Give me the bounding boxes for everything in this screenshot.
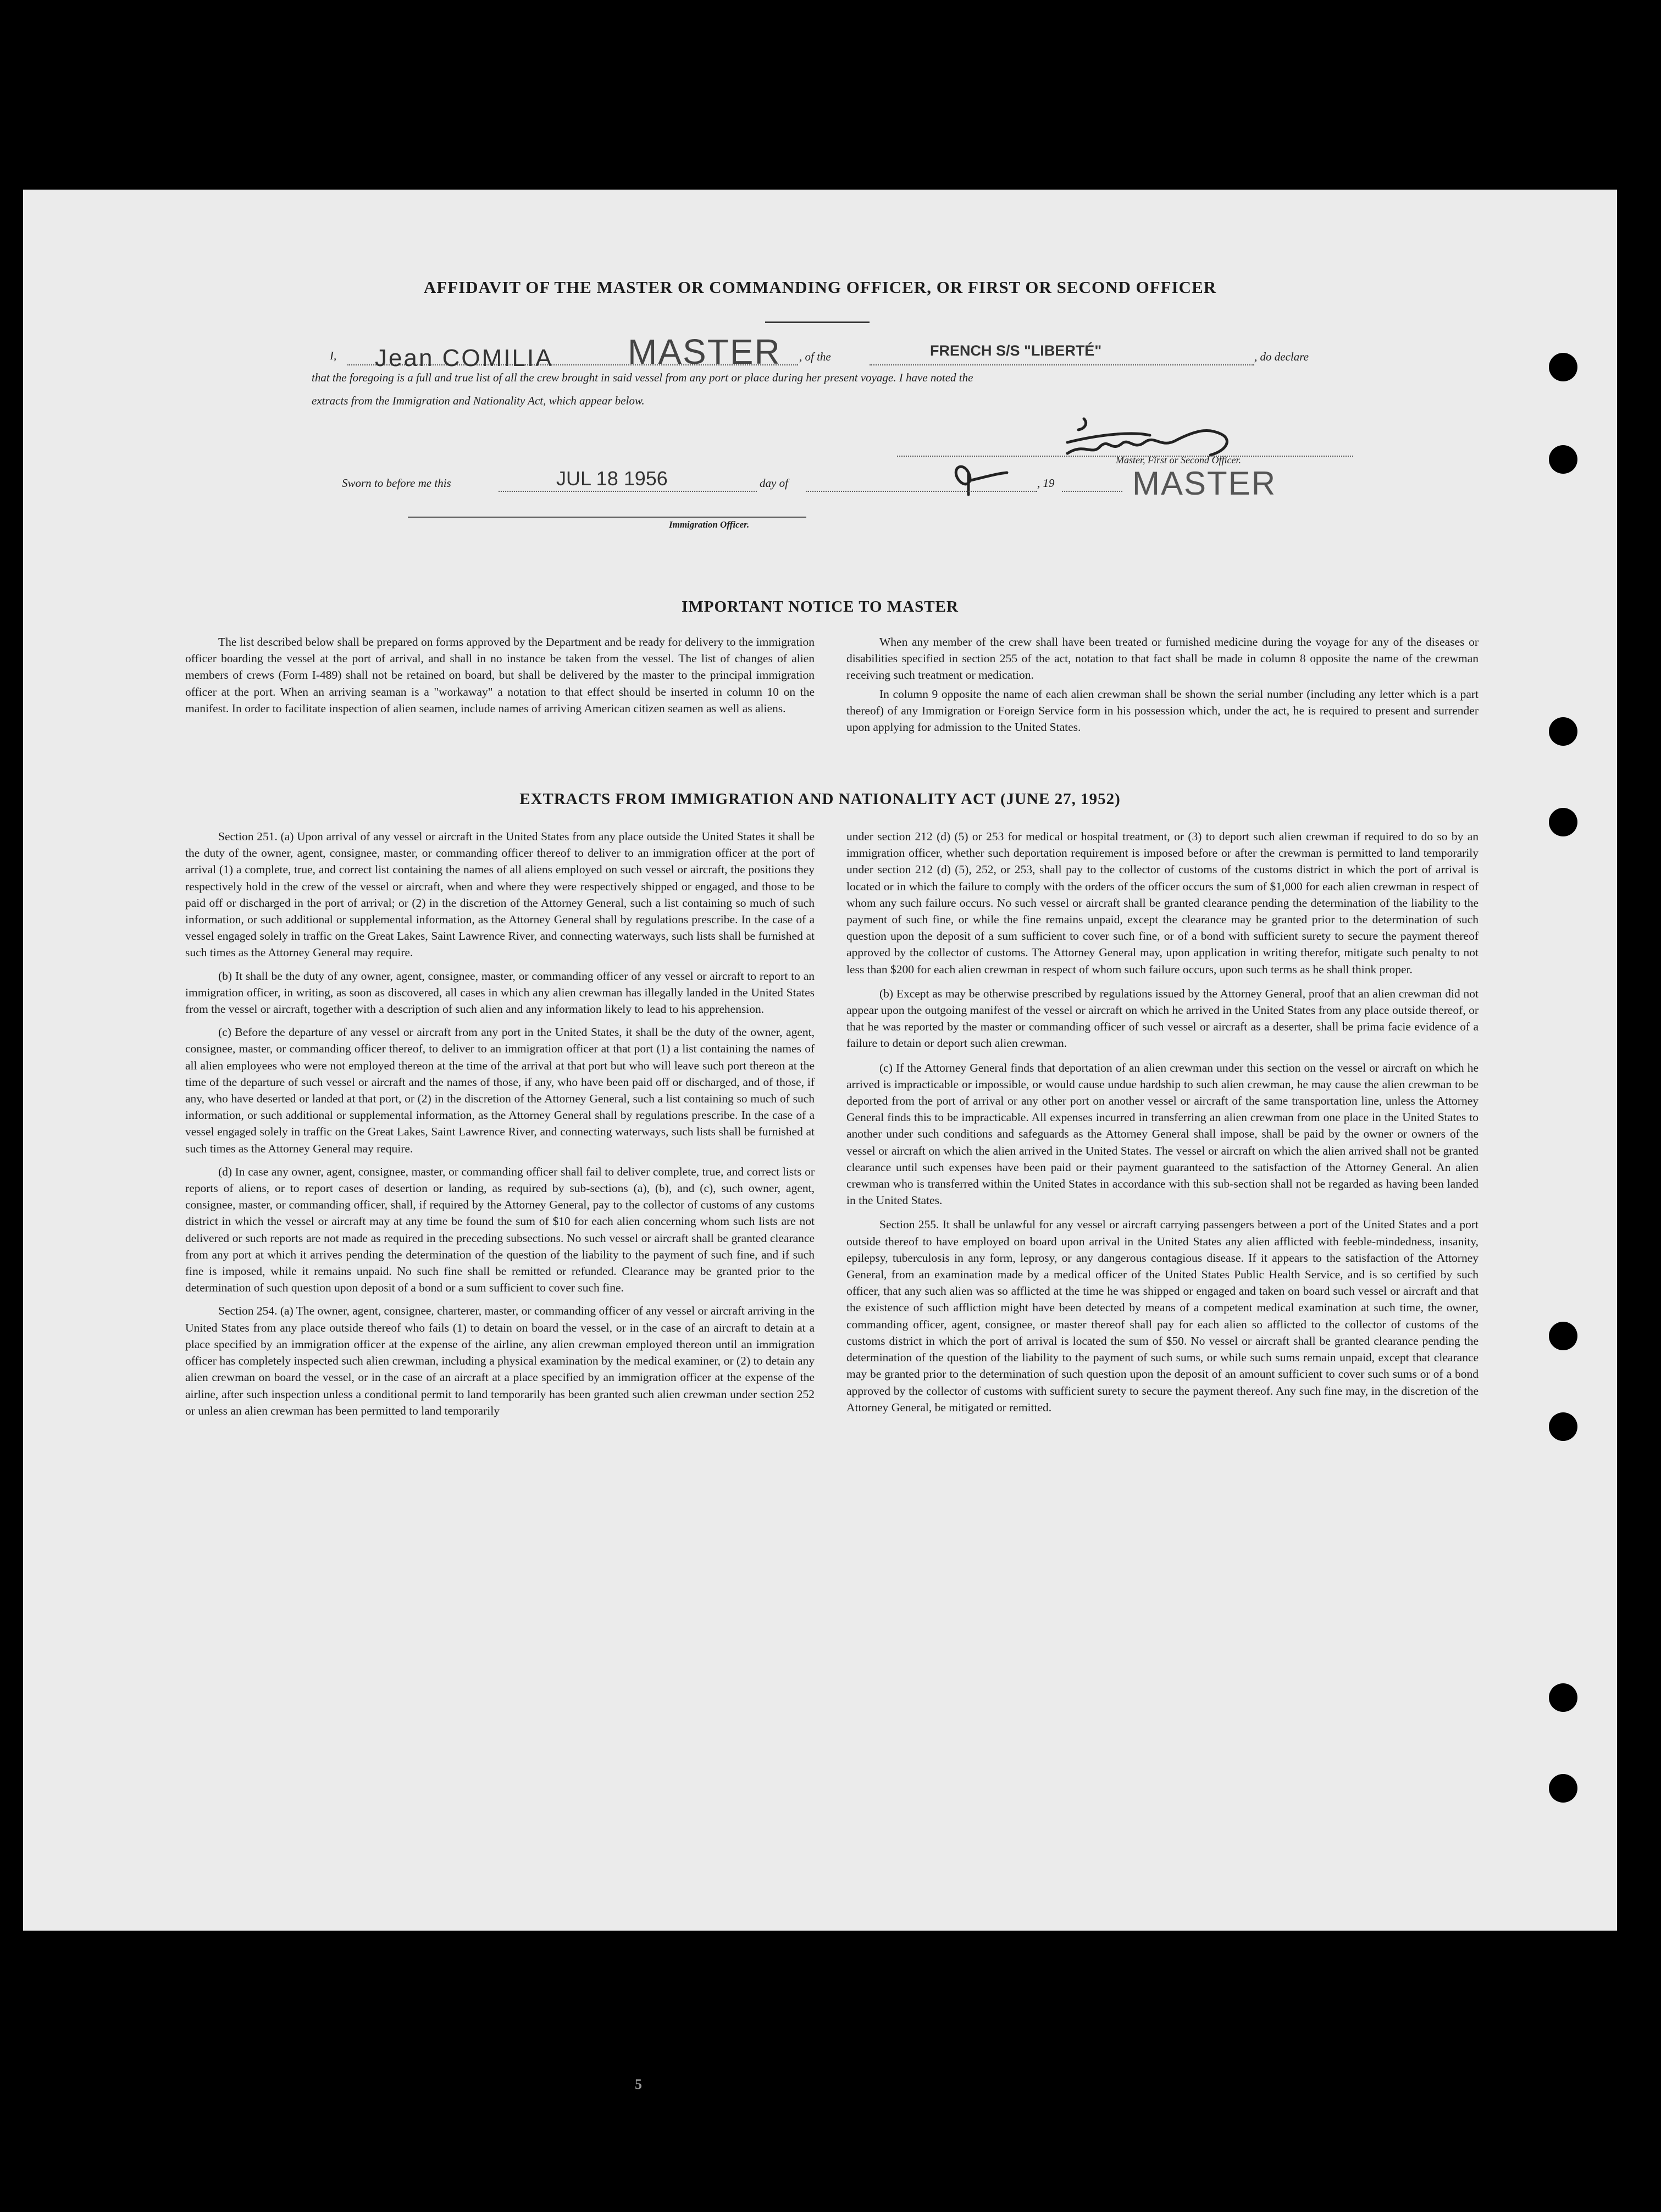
- extract-paragraph: (c) Before the departure of any vessel or aircraft from any port in the United States, it shall be the duty of the owner, agent, consignee, master, or commanding officer thereof, to deliver to an immigration officer at that port (1) a list containing the names of all alien employees who were not employed thereon at the time of the arrival at that port but who will leave such port thereon at the time of the departure of such vessel or aircraft and the names of those, if any, who have been paid off or discharged, and of those, if any, who have deserted or landed at that port, or (2) in the discretion of the Attorney General, such a list containing so much of such information, or such additional or supplemental information, as the Attorney General shall by regulations prescribe. In the case of a vessel engaged solely in traffic on the Great Lakes, Saint Lawrence River, and connecting waterways, such lists shall be furnished at such times as the Attorney General may require.: [185, 1025, 815, 1155]
- extract-paragraph: Section 254. (a) The owner, agent, consignee, charterer, master, or commanding officer of any vessel or aircraft arriving in the United States from any place outside thereof who fails (1) to detain on board the vessel, or in the case of an aircraft to detain at a place specified by an immigration officer at the expense of the airline, any alien crewman employed thereon until an immigration officer has completely inspected such alien crewman, including a physical examination by the medical examiner, or (2) to detain any alien crewman on board the vessel, or in the case of an aircraft at a place specified by an immigration officer at the expense of the airline, after such inspection unless a conditional permit to land temporarily has been granted such alien crewman under section 252 or unless an alien crewman has been permitted to land temporarily: [185, 1304, 815, 1417]
- declaration-text-line-3: extracts from the Immigration and Nationality Act, which appear below.: [312, 394, 645, 407]
- binder-hole: [1549, 445, 1577, 474]
- extract-paragraph: Section 251. (a) Upon arrival of any vessel or aircraft in the United States from any place outside the United States it shall be the duty of the owner, agent, consignee, master, or commanding officer thereof to deliver to an immigration officer at the port of arrival (1) a complete, true, and correct list containing the names of all aliens employed on such vessel or aircraft, the positions they respectively hold in the crew of the vessel or aircraft, when and where they were respectively shipped or engaged, and those to be paid off or discharged in the port of arrival; or (2) in the discretion of the Attorney General, such a list containing so much of such information, or such additional or supplemental information, as the Attorney General shall by regulations prescribe. In the case of a vessel engaged solely in traffic on the Great Lakes, Saint Lawrence River, and connecting waterways, such lists shall be furnished at such times as the Attorney General may require.: [185, 830, 815, 960]
- year-line: [1062, 491, 1122, 492]
- film-mark: 5: [635, 2076, 642, 2092]
- extracts-left-column: [185, 828, 815, 1426]
- extracts-title: EXTRACTS FROM IMMIGRATION AND NATIONALITY ACT (JUNE 27, 1952): [519, 790, 1121, 808]
- notice-left-column: [185, 634, 815, 723]
- extract-paragraph: (c) If the Attorney General finds that deportation of an alien crewman under this section on the vessel or aircraft on which he arrived is impracticable or impossible, or would cause undue hardship to such alien crewman, he may cause the alien crewman to be deported from the port of arrival or any other port on another vessel or aircraft of the same transportation line, unless the Attorney General finds this to be impracticable. All expenses incurred in transferring an alien crewman from one place in the United States to another under such conditions and safeguards as the Attorney General shall impose, shall be paid by the owner or owners of the vessel or aircraft on which the alien arrived in the United States. The vessel or aircraft on which the alien arrived shall not be granted clearance until such expenses have been paid or their payment guaranteed to the satisfaction of the Attorney General. An alien crewman who is transferred within the United States in accordance with this sub-section shall not be regarded as having been landed in the United States.: [846, 1061, 1479, 1207]
- notice-right-paragraph-1: When any member of the crew shall have been treated or furnished medicine during the voyage for any of the diseases or disabilities specified in section 255 of the act, notation to that fact shall be made in column 8 opposite the name of the crewman receiving such treatment or medication.: [846, 635, 1479, 682]
- master-rank-stamp: MASTER: [628, 332, 781, 372]
- year-label: , 19: [1037, 476, 1055, 490]
- affidavit-title: AFFIDAVIT OF THE MASTER OR COMMANDING OFFICER, OR FIRST OR SECOND OFFICER: [423, 278, 1217, 297]
- title-rule: [765, 321, 870, 323]
- day-of-label: day of: [760, 476, 788, 490]
- extract-paragraph: Section 255. It shall be unlawful for any vessel or aircraft carrying passengers between a port of the United States and a port outside thereof to have employed on board upon arrival in the United States any alien afflicted with feeble-mindedness, insanity, epilepsy, tuberculosis in any form, leprosy, or any dangerous contagious disease. If it appears to the satisfaction of the Attorney General, from an examination made by a medical officer of the United States Public Health Service, and is so certified by such officer, that any such alien was so afflicted at the time he was shipped or engaged and taken on board such vessel or aircraft and that the existence of such affliction might have been detected by means of a competent medical examination at such time, the owner, commanding officer, agent, consignee, or master thereof shall pay for each alien so afflicted to the collector of customs of the customs district in which the port of arrival is located the sum of $50. No vessel or aircraft shall be granted clearance pending the determination of the question of the liability to the payment of such sums, or while such sums remain unpaid, except that clearance may be granted prior to the determination of such question upon the deposit of an amount sufficient to cover such sums or of a bond approved by the collector of customs with sufficient surety to secure the payment thereof. Any such fine may, in the discretion of the Attorney General, be mitigated or remitted.: [846, 1218, 1479, 1414]
- extract-paragraph: (b) It shall be the duty of any owner, agent, consignee, master, or commanding officer of any vessel or aircraft to report to an immigration officer, in writing, as soon as discovered, all cases in which any alien crewman has illegally landed in the United States from the vessel or aircraft, together with a description of such alien and any information likely to lead to his apprehension.: [185, 969, 815, 1016]
- declaration-text-line-2: that the foregoing is a full and true list of all the crew brought in said vessel from any port or place during her present voyage. I have noted the: [312, 371, 973, 384]
- extract-paragraph: (d) In case any owner, agent, consignee, master, or commanding officer shall fail to deliver complete, true, and correct lists or reports of aliens, or to report cases of desertion or landing, as required by sub-sections (a), (b), and (c), such owner, agent, consignee, master, or commanding officer, shall, if required by the Attorney General, pay to the collector of customs of any customs district in which the vessel or aircraft may at any time be found the sum of $10 for each alien concerning whom such lists are not delivered or such reports are not made as required in the preceding subsections. No such vessel or aircraft shall be granted clearance from any port at which it arrives pending the determination of the question of the liability to the payment of such fine, and if such fine is imposed, while it remains unpaid. No such fine shall be remitted or refunded. Clearance may be granted prior to the determination of such question upon deposit of a bond or a sum sufficient to cover such fine.: [185, 1165, 815, 1295]
- officer-signature-line: [408, 517, 806, 518]
- master-caption: Master, First or Second Officer.: [1116, 454, 1241, 465]
- binder-hole: [1549, 1322, 1577, 1350]
- extract-paragraph: under section 212 (d) (5) or 253 for medical or hospital treatment, or (3) to deport such alien crewman if required to do so by an immigration officer, whether such deportation requirement is imposed before or after the crewman is permitted to land temporarily under section 212 (d) (5), 252, or 253, shall pay to the collector of customs of the customs district in which the port of arrival is located or in which the failure to comply with the orders of the officer occurs the sum of $1,000 for each alien crewman in respect of whom any such failure occurs. No such vessel or aircraft shall be granted clearance pending the determination of the liability to the payment of such fine, or while the fine remains unpaid, except the clearance may be granted prior to the determination of such question upon the deposit of a sum sufficient to cover such fine, or of a bond with sufficient surety to secure the payment thereof approved by the collector of customs. The Attorney General may, upon application in writing therefor, mitigate such penalty to not less than $200 for each alien crewman in respect of whom such failure occurs, upon such terms as he shall think proper.: [846, 830, 1479, 976]
- immigration-officer-caption: Immigration Officer.: [669, 519, 750, 530]
- month-line: [806, 491, 1037, 492]
- sworn-day-line: [499, 491, 757, 492]
- notice-left-paragraph: The list described below shall be prepared on forms approved by the Department and be ready for delivery to the immigration officer boarding the vessel at the port of arrival, and shall in no instance be taken from the vessel. The list of changes of alien members of crews (Form I-489) shall not be retained on board, but shall be delivered by the master to the principal immigration officer at the port. When an arriving seaman is a "workaway" a notation to that effect should be inserted in column 10 on the manifest. In order to facilitate inspection of alien seamen, include names of arriving American citizen seamen as well as aliens.: [185, 635, 815, 715]
- of-the-label: , of the: [799, 350, 831, 363]
- binder-hole: [1549, 353, 1577, 381]
- i-label: I,: [330, 349, 337, 362]
- notice-title: IMPORTANT NOTICE TO MASTER: [682, 598, 959, 616]
- crew-master-name: Jean COMILIA: [375, 345, 553, 372]
- binder-hole: [1549, 1683, 1577, 1712]
- document-page: [23, 190, 1617, 1931]
- vessel-line: [870, 364, 1254, 365]
- binder-hole: [1549, 808, 1577, 836]
- extracts-right-column: [846, 828, 1479, 1423]
- binder-hole: [1549, 1412, 1577, 1441]
- binder-hole: [1549, 717, 1577, 746]
- do-declare-label: , do declare: [1254, 350, 1309, 363]
- sworn-label: Sworn to before me this: [342, 476, 451, 490]
- vessel-name: FRENCH S/S "LIBERTÉ": [930, 342, 1102, 359]
- notice-right-column: [846, 634, 1479, 742]
- notice-right-paragraph-2: In column 9 opposite the name of each alien crewman shall be shown the serial number (including any letter which is a part thereof) of any Immigration or Foreign Service form in his possession which, under the act, he is required to present and surrender upon applying for admission to the United States.: [846, 687, 1479, 734]
- binder-hole: [1549, 1774, 1577, 1803]
- extract-paragraph: (b) Except as may be otherwise prescribed by regulations issued by the Attorney General, proof that an alien crewman did not appear upon the outgoing manifest of the vessel or aircraft on which he arrived in the United States from any place outside thereof, or that he was reported by the master or commanding officer of such vessel or aircraft as a deserter, shall be prima facie evidence of a failure to detain or deport such alien crewman.: [846, 986, 1479, 1050]
- sworn-date-stamp: JUL 18 1956: [556, 467, 668, 490]
- master-stamp: MASTER: [1132, 465, 1277, 502]
